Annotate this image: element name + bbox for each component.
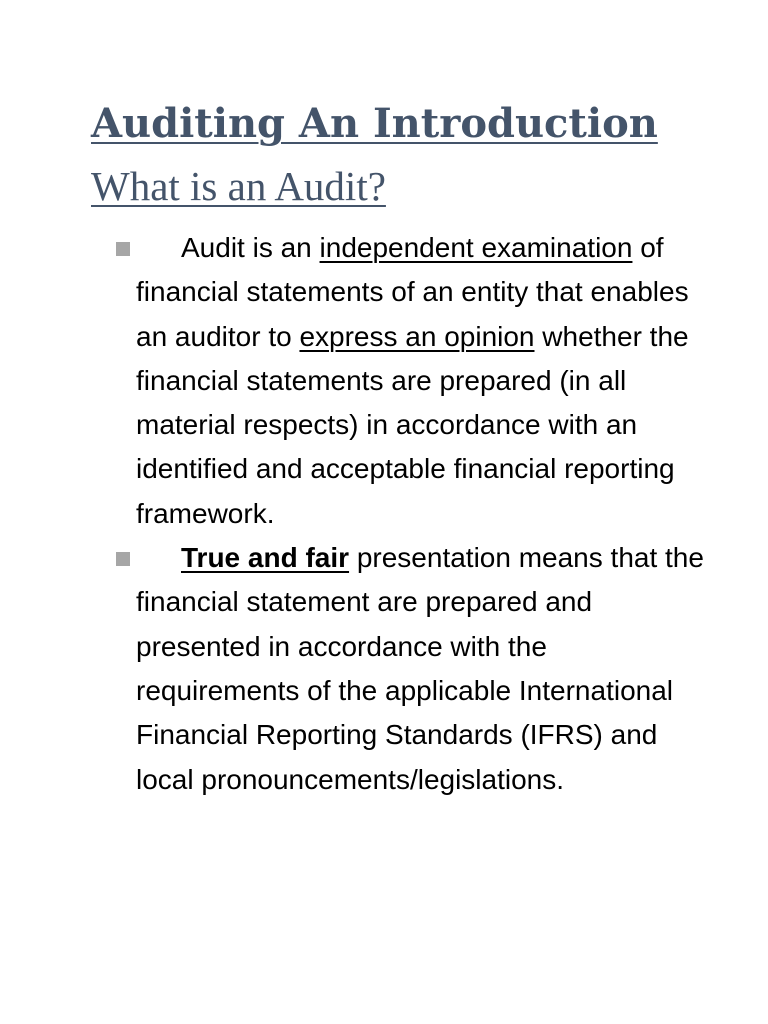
bold-underlined-term-true-and-fair: True and fair — [181, 542, 350, 574]
bullet-body-text: of financial statements of an entity that enables an auditor to — [136, 232, 689, 352]
document-subtitle: What is an Audit? — [91, 163, 386, 209]
bullet-item-audit-definition — [0, 226, 768, 536]
bullet-body-text: presentation means that the financial statement are prepared and presented in accordance with the requirements of the applicable International Financial Reporting Standards (IFRS) and local pronouncements/legislations. — [136, 542, 704, 795]
bullet-item-true-and-fair — [0, 536, 768, 802]
bullet-body-text-continued: whether the financial statements are prepared (in all material respects) in accordance with an identified and acceptable financial reporting framework. — [136, 320, 689, 529]
document-title: Auditing An Introduction — [91, 100, 658, 147]
underlined-term-express-an-opinion: express an opinion — [299, 320, 535, 352]
bullet-list — [0, 226, 768, 802]
square-bullet-icon — [116, 552, 130, 566]
bullet-lead-text: Audit is an — [181, 232, 320, 263]
underlined-term-independent-examination: independent examination — [319, 232, 633, 263]
square-bullet-icon — [116, 242, 130, 256]
